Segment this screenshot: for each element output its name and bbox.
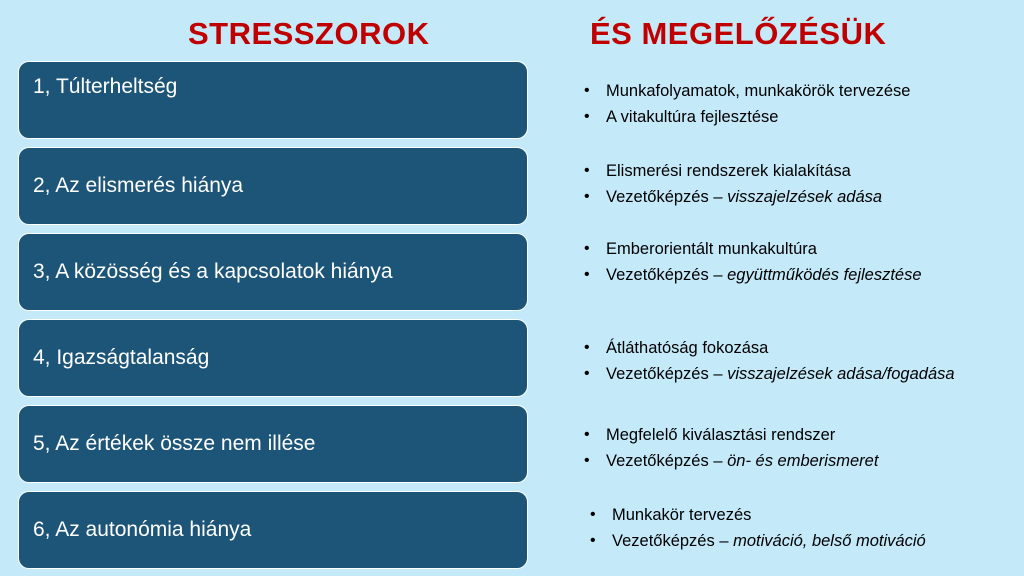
- stressor-box-1: [18, 61, 528, 139]
- prevention-item: • Munkafolyamatok, munkakörök tervezése: [582, 78, 910, 104]
- stressor-box-3: [18, 233, 528, 311]
- prevention-item: • Vezetőképzés – együttműködés fejlesztése: [582, 262, 922, 288]
- prevention-item: • Megfelelő kiválasztási rendszer: [582, 422, 878, 448]
- prevention-list-2: [582, 158, 882, 210]
- stressor-label: 3, A közösség és a kapcsolatok hiánya: [33, 260, 393, 283]
- stressor-label: 4, Igazságtalanság: [33, 346, 210, 369]
- stressor-label: 2, Az elismerés hiánya: [33, 174, 244, 197]
- prevention-item: • Vezetőképzés – visszajelzések adása/fogadása: [582, 361, 955, 387]
- stressor-box-6: [18, 491, 528, 569]
- prevention-item: • Vezetőképzés – visszajelzések adása: [582, 184, 882, 210]
- prevention-list-4: [582, 335, 955, 387]
- prevention-list-6: [588, 502, 926, 554]
- prevention-item: • A vitakultúra fejlesztése: [582, 104, 910, 130]
- prevention-list-1: [582, 78, 910, 130]
- prevention-item: • Munkakör tervezés: [588, 502, 926, 528]
- stressor-box-2: [18, 147, 528, 225]
- prevention-item: • Vezetőképzés – ön- és emberismeret: [582, 448, 878, 474]
- prevention-list-3: [582, 236, 922, 288]
- prevention-item: • Vezetőképzés – motiváció, belső motiváció: [588, 528, 926, 554]
- prevention-list-5: [582, 422, 878, 474]
- prevention-heading: ÉS MEGELŐZÉSÜK: [590, 16, 887, 51]
- stressor-label: 1, Túlterheltség: [33, 75, 178, 98]
- stressor-label: 5, Az értékek össze nem illése: [33, 432, 316, 455]
- stressor-label: 6, Az autonómia hiánya: [33, 518, 252, 541]
- stressor-box-5: [18, 405, 528, 483]
- prevention-item: • Elismerési rendszerek kialakítása: [582, 158, 882, 184]
- prevention-item: • Átláthatóság fokozása: [582, 335, 955, 361]
- stressors-heading: STRESSZOROK: [188, 16, 430, 51]
- stressor-box-4: [18, 319, 528, 397]
- prevention-item: • Emberorientált munkakultúra: [582, 236, 922, 262]
